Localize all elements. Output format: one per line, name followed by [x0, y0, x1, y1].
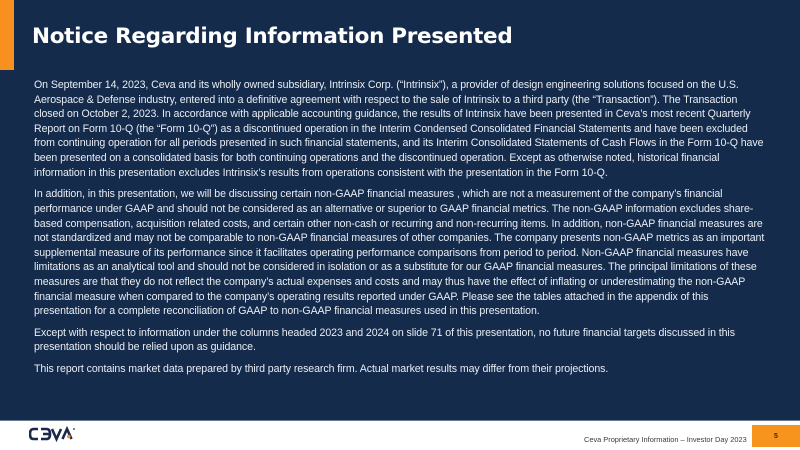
paragraph-intrinsix-sale: On September 14, 2023, Ceva and its wholly owned subsidiary, Intrinsix Corp. (“Intrinsix”), a provider of design engineering solutions focused on the U.S. Aerospace & Defense industry, entered into a definitive agreement with respect to the sale of Intrinsix to a third party (the “Transaction”). The Transaction closed on October 2, 2023. In accordance with applicable accounting guidance, the results of Intrinsix have been presented in Ceva’s most recent Quarterly Report on Form 10-Q (the “Form 10-Q”) as a discontinued operation in the Interim Condensed Consolidated Financial Statements and have been excluded from continuing operation for all periods presented in such financial statements, and its Interim Consolidated Statements of Cash Flows in the Form 10-Q have been presented on a consolidated basis for both continuing operations and the discontinued operation. Except as otherwise noted, historical financial information in this presentation excludes Intrinsix’s results from operations consistent with the presentation in the Form 10-Q. — [34, 79, 764, 179]
paragraph-non-gaap: In addition, in this presentation, we will be discussing certain non-GAAP financial measures , which are not a measurement of the company’s financial performance under GAAP and should not be considered as an alternative or superior to GAAP financial metrics. The non-GAAP information excludes share-based compensation, acquisition related costs, and certain other non-cash or recurring and non-recurring items. In addition, non-GAAP financial measures are not standardized and may not be comparable to non-GAAP financial measures of other companies. The company presents non-GAAP metrics as an important supplemental measure of its performance since it facilitates operating performance comparisons from period to period. Non-GAAP financial measures have limitations as an analytical tool and should not be considered in isolation or as a substitute for our GAAP financial measures. The principal limitations of these measures are that they do not reflect the company’s actual expenses and costs and may thus have the effect of inflating or underestimating the non-GAAP financial measure when compared to the company’s operating results reported under GAAP. Please see the tables attached in the appendix of this presentation for a complete reconciliation of GAAP to non-GAAP financial measures used in this presentation. — [34, 188, 765, 318]
notice-body — [34, 78, 766, 384]
slide-title: Notice Regarding Information Presented — [32, 24, 513, 49]
footer-proprietary-note: Ceva Proprietary Information – Investor Day 2023 — [584, 435, 747, 444]
paragraph-market-data: This report contains market data prepared by third party research firm. Actual market results may differ from their projections. — [34, 363, 609, 376]
accent-bar — [0, 0, 14, 70]
slide-footer — [0, 422, 800, 450]
ceva-logo-icon — [29, 426, 77, 442]
page-number-badge: 5 — [752, 425, 800, 447]
paragraph-guidance: Except with respect to information under the columns headed 2023 and 2024 on slide 71 of this presentation, no future financial targets discussed in this presentation should be relied upon as guidance. — [34, 326, 735, 354]
